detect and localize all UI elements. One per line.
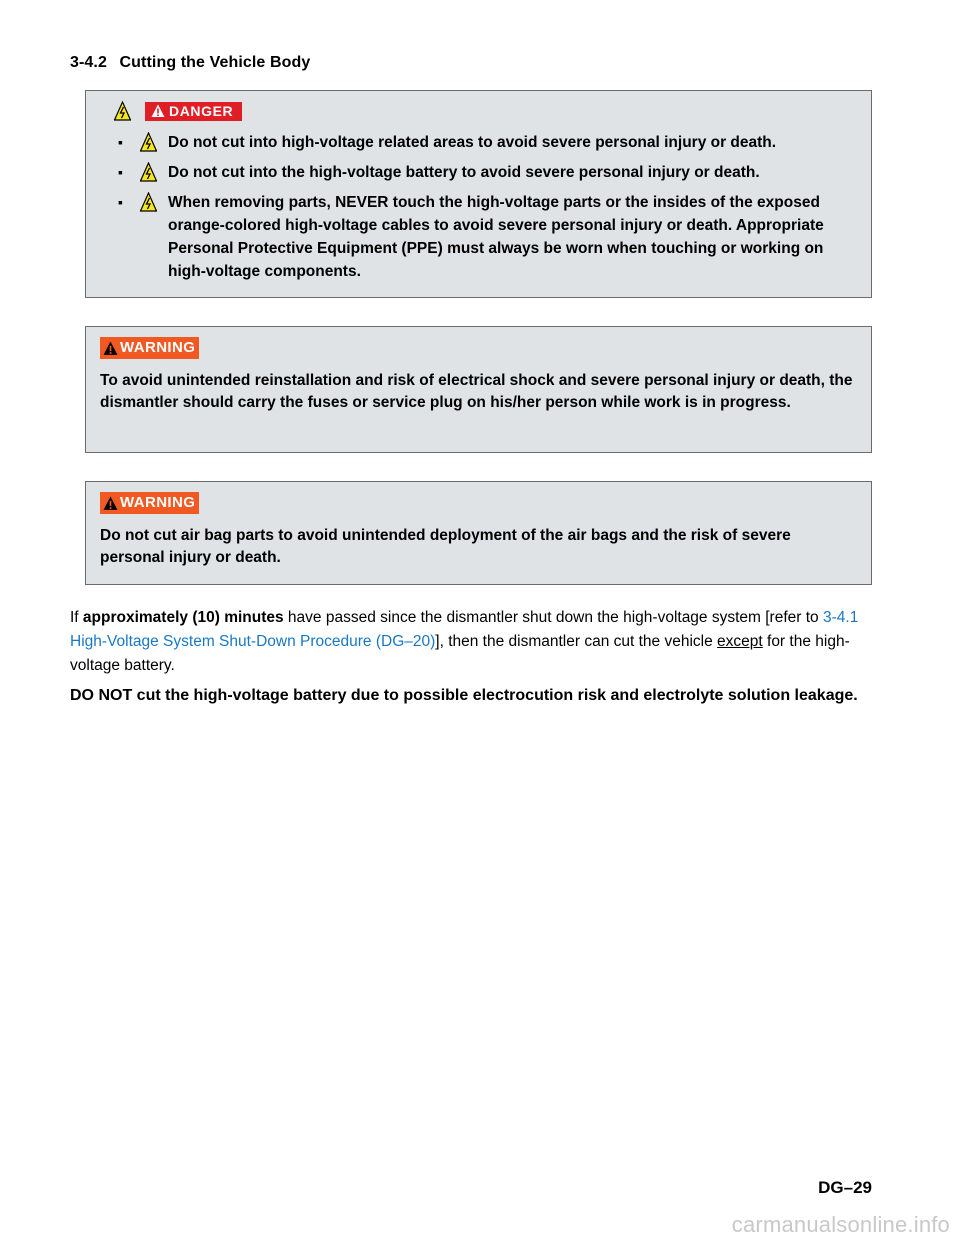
warning-box-fuses (85, 326, 872, 453)
para-bold-text: approximately (10) minutes (82, 609, 284, 626)
high-voltage-icon (140, 132, 157, 152)
warning-badge (100, 337, 199, 359)
warning-label: WARNING (120, 494, 196, 511)
danger-box (85, 90, 872, 298)
danger-item (116, 131, 855, 154)
bullet-icon: ▪ (118, 164, 123, 180)
para-text: for the high-voltage battery. (70, 633, 850, 674)
danger-header (114, 101, 242, 121)
warning-badge (100, 492, 199, 514)
section-number: 3-4.2 (70, 54, 107, 71)
body-paragraph (70, 606, 870, 678)
warning-label: WARNING (120, 339, 196, 356)
danger-list (116, 131, 855, 290)
warning-box-airbag (85, 481, 872, 585)
section-title: Cutting the Vehicle Body (119, 54, 311, 71)
danger-item-text: When removing parts, NEVER touch the high-voltage parts or the insides of the exposed orange-colored high-voltage cables to avoid severe personal injury or death. Appropriate Personal Protective Equipment (PPE) must always be worn when touching or working on high-voltage components. (168, 194, 824, 280)
section-heading (70, 54, 310, 72)
bullet-icon: ▪ (118, 134, 123, 150)
watermark: carmanualsonline.info (731, 1212, 950, 1237)
bullet-icon: ▪ (118, 194, 123, 210)
danger-item-text: Do not cut into the high-voltage battery to avoid severe personal injury or death. (168, 164, 760, 181)
danger-item-text: Do not cut into high-voltage related areas to avoid severe personal injury or death. (168, 134, 777, 151)
warning-text: To avoid unintended reinstallation and risk of electrical shock and severe personal injury or death, the dismantler should carry the fuses or service plug on his/her person while work is in progress. (100, 372, 853, 411)
page-number: DG–29 (818, 1178, 872, 1197)
danger-label: DANGER (169, 102, 234, 119)
warning-text: Do not cut air bag parts to avoid unintended deployment of the air bags and the risk of severe personal injury or death. (100, 527, 791, 566)
para-text: If (70, 609, 83, 626)
warning-triangle-icon (151, 104, 165, 118)
para-text: ], then the dismantler can cut the vehicle (435, 633, 718, 650)
high-voltage-icon (140, 192, 157, 212)
warning-triangle-icon (103, 496, 118, 511)
high-voltage-icon (114, 101, 131, 121)
cross-reference-link[interactable]: 3-4.1 High-Voltage System Shut-Down Procedure (DG–20) (70, 609, 859, 650)
danger-item (116, 191, 855, 283)
danger-item (116, 161, 855, 184)
warning-triangle-icon (103, 341, 118, 356)
para-underlined-text: except (717, 633, 763, 650)
high-voltage-icon (140, 162, 157, 182)
para-text: have passed since the dismantler shut down the high-voltage system [refer to (283, 609, 823, 626)
body-paragraph-bold: DO NOT cut the high-voltage battery due to possible electrocution risk and electrolyte solution leakage. (70, 687, 858, 704)
danger-badge (145, 102, 242, 121)
